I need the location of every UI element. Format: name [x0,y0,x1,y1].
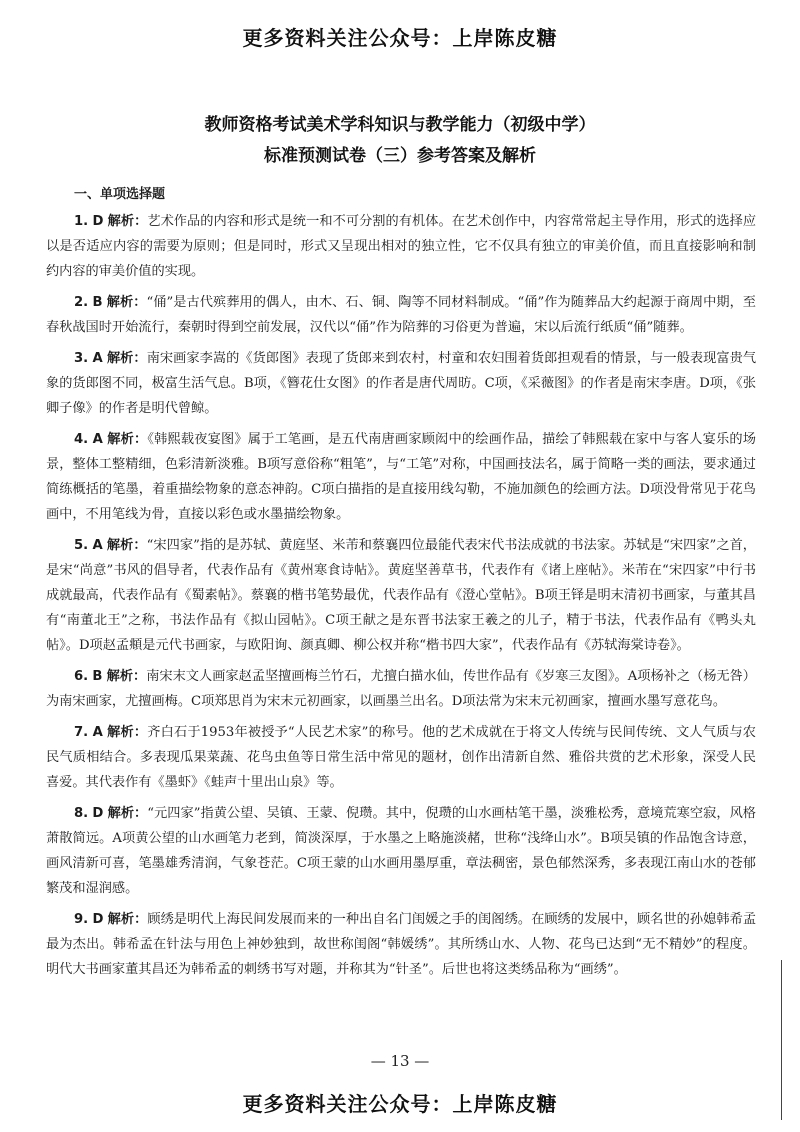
answer-letter: D [92,214,104,229]
answer-item [46,209,756,284]
answer-item [46,664,756,714]
analysis-label: 解析： [107,806,148,821]
question-number: 4. [74,432,89,447]
answer-text: 顾绣是明代上海民间发展而来的一种出自名门闺媛之手的闺阁绣。在顾绣的发展中，顾名世的孙媳韩希孟最为杰出。韩希孟在针法与用色上神妙独到，故世称闺阁“韩媛绣”。其所绣山水、人物、花鸟已达到“无不精妙”的程度。明代大书画家董其昌还为韩希孟的刺绣书写对题，并称其为“针圣”。后世也将这类绣品称为“画绣”。 [46,912,757,977]
analysis-label: 解析： [106,351,147,366]
answer-letter: A [92,432,103,447]
answer-text: 南宋末文人画家赵孟坚擅画梅兰竹石，尤擅白描水仙，传世作品有《岁寒三友图》。A项杨补之（杨无咎）为南宋画家，尤擅画梅。C项郑思肖为宋末元初画家，以画墨兰出名。D项法常为宋末元初画家，擅画水墨写意花鸟。 [46,669,756,709]
answer-text: 南宋画家李嵩的《货郎图》表现了货郎来到农村，村童和农妇围着货郎担观看的情景，与一般表现富贵气象的货郎图不同，极富生活气息。B项，《簪花仕女图》的作者是唐代周昉。C项，《采薇图》的作者是南宋李唐。D项，《张卿子像》的作者是明代曾鲸。 [46,351,757,416]
answer-text: “元四家”指黄公望、吴镇、王蒙、倪瓒。其中，倪瓒的山水画枯笔干墨，淡雅松秀，意境荒寒空寂，风格萧散简远。A项黄公望的山水画笔力老到，简淡深厚，于水墨之上略施淡赭，世称“浅绛山水”。B项吴镇的作品饱含诗意，画风清新可喜，笔墨雄秀清润，气象苍茫。C项王蒙的山水画用墨厚重，章法稠密，景色郁然深秀，多表现江南山水的苍郁繁茂和湿润感。 [46,806,756,896]
question-number: 2. [74,295,89,310]
question-number: 3. [74,351,89,366]
question-number: 6. [74,669,89,684]
answer-text: “俑”是古代殡葬用的偶人，由木、石、铜、陶等不同材料制成。“俑”作为随葬品大约起源于商周中期，至春秋战国时开始流行，秦朝时得到空前发展，汉代以“俑”作为陪葬的习俗更为普遍，宋以后流行纸质“俑”随葬。 [46,295,756,335]
footer-banner: 更多资料关注公众号：上岸陈皮糖 [242,1092,558,1116]
title-line-1: 教师资格考试美术学科知识与教学能力（初级中学） [204,115,596,135]
analysis-label: 解析： [106,669,147,684]
answer-item [46,907,756,982]
question-number: 7. [74,725,89,740]
document-title [0,110,800,172]
answer-letter: D [92,912,104,927]
analysis-label: 解析： [107,214,148,229]
answer-item [46,427,756,527]
answer-letter: B [92,295,103,310]
answer-text: 《韩熙载夜宴图》属于工笔画，是五代南唐画家顾闳中的绘画作品，描绘了韩熙载在家中与客人宴乐的场景，整体工整精细，色彩清新淡雅。B项写意俗称“粗笔”，与“工笔”对称，中国画技法名，属于简略一类的画法，要求通过简练概括的笔墨，着重描绘物象的意态神韵。C项白描指的是直接用线勾勒，不施加颜色的绘画方法。D项没骨常见于花鸟画中，不用笔线为骨，直接以彩色或水墨描绘物象。 [46,432,756,522]
header-banner: 更多资料关注公众号：上岸陈皮糖 [242,26,558,50]
answer-item [46,720,756,795]
answer-content [46,183,756,988]
answer-item [46,533,756,658]
page-number: — 13 — [370,1052,430,1070]
question-number: 5. [74,538,89,553]
analysis-label: 解析： [107,912,148,927]
answer-letter: A [92,351,103,366]
answer-text: “宋四家”指的是苏轼、黄庭坚、米芾和蔡襄四位最能代表宋代书法成就的书法家。苏轼是“宋四家”之首，是宋“尚意”书风的倡导者，代表作品有《黄州寒食诗帖》。黄庭坚善草书，代表作有《诸上座帖》。米芾在“宋四家”中行书成就最高，代表作品有《蜀素帖》。蔡襄的楷书笔势最优，代表作品有《澄心堂帖》。B项王铎是明末清初书画家，与董其昌有“南董北王”之称，书法作品有《拟山园帖》。C项王献之是东晋书法家王羲之的儿子，精于书法，代表作品有《鸭头丸帖》。D项赵孟頫是元代书画家，与欧阳询、颜真卿、柳公权并称“楷书四大家”，代表作品有《苏轼海棠诗卷》。 [46,538,756,653]
question-number: 9. [74,912,89,927]
section-heading: 一、单项选择题 [74,187,166,202]
answer-item [46,801,756,901]
analysis-label: 解析： [106,538,147,553]
analysis-label: 解析： [107,725,148,740]
answer-text: 艺术作品的内容和形式是统一和不可分割的有机体。在艺术创作中，内容常常起主导作用，形式的选择应以是否适应内容的需要为原则；但是同时，形式又呈现出相对的独立性，它不仅具有独立的审美价值，而且直接影响和制约内容的审美价值的实现。 [46,214,757,279]
analysis-label: 解析： [107,432,148,447]
question-number: 8. [74,806,89,821]
answer-item [46,346,756,421]
answer-letter: B [92,669,103,684]
title-line-2: 标准预测试卷（三）参考答案及解析 [264,146,536,166]
answer-letter: A [92,538,103,553]
answer-text: 齐白石于1953年被授予“人民艺术家”的称号。他的艺术成就在于将文人传统与民间传统、文人气质与农民气质相结合。多表现瓜果菜蔬、花鸟虫鱼等日常生活中常见的题材，创作出清新自然、雅俗共赏的艺术形象，深受人民喜爱。其代表作有《墨虾》《蛙声十里出山泉》等。 [46,725,756,790]
answer-letter: D [92,806,104,821]
answer-item [46,290,756,340]
answer-letter: A [92,725,103,740]
question-number: 1. [74,214,89,229]
analysis-label: 解析： [106,295,147,310]
